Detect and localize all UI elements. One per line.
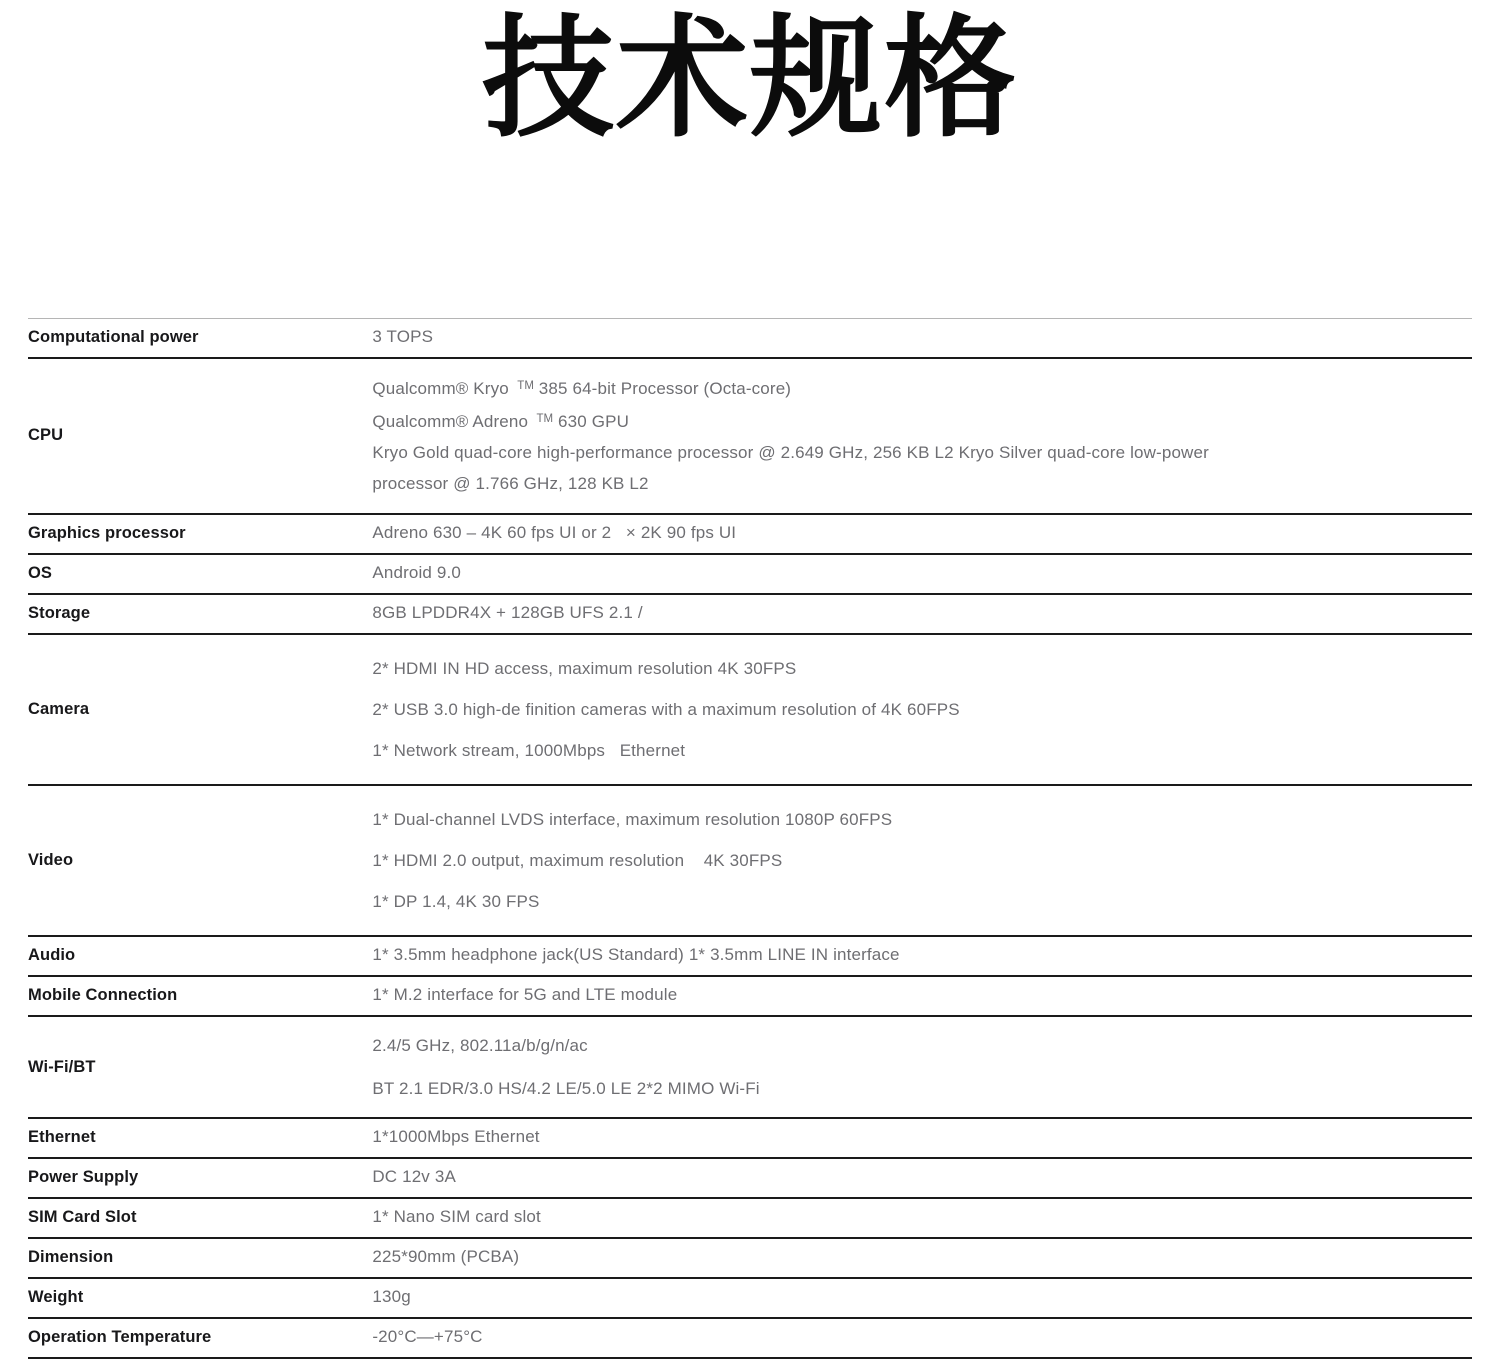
spec-value-lines <box>372 1327 1472 1347</box>
spec-row <box>28 1318 1472 1358</box>
spec-value-lines <box>372 1247 1472 1267</box>
spec-row <box>28 1278 1472 1318</box>
spec-value-line: 130g <box>372 1287 411 1306</box>
spec-value-line: -20°C—+75°C <box>372 1327 483 1346</box>
spec-row <box>28 1118 1472 1158</box>
spec-value-line: Qualcomm® Adreno ™ 630 GPU <box>372 412 629 431</box>
spec-row <box>28 785 1472 936</box>
spec-value-line: 2* USB 3.0 high-de finition cameras with a maximum resolution of 4K 60FPS <box>372 700 960 719</box>
spec-value <box>372 1016 1472 1118</box>
spec-label: Camera <box>28 700 90 718</box>
spec-value-lines <box>372 1207 1472 1227</box>
spec-label: Computational power <box>28 327 199 346</box>
spec-label: Power Supply <box>28 1167 139 1186</box>
spec-value-lines <box>372 523 1472 543</box>
spec-value <box>372 1238 1472 1278</box>
spec-value-line: 225*90mm (PCBA) <box>372 1247 520 1266</box>
spec-row <box>28 1016 1472 1118</box>
spec-value-line: 1* M.2 interface for 5G and LTE module <box>372 985 678 1004</box>
spec-label: Video <box>28 851 74 869</box>
spec-value-line: Qualcomm® Kryo ™ 385 64-bit Processor (Octa-core) <box>372 379 792 398</box>
spec-value-line: 2.4/5 GHz, 802.11a/b/g/n/ac <box>372 1036 588 1055</box>
trademark-mark: TM <box>536 413 554 425</box>
spec-row <box>28 554 1472 594</box>
spec-value <box>372 1118 1472 1158</box>
spec-value <box>372 634 1472 785</box>
spec-value <box>372 936 1472 976</box>
spec-value-line: 3 TOPS <box>372 327 434 346</box>
spec-value <box>372 594 1472 634</box>
spec-label: Weight <box>28 1287 84 1306</box>
spec-value <box>372 1318 1472 1358</box>
spec-value-line: 2* HDMI IN HD access, maximum resolution 4K 30FPS <box>372 659 797 678</box>
spec-value <box>372 1158 1472 1198</box>
spec-table-body <box>28 319 1472 1359</box>
spec-value <box>372 976 1472 1016</box>
page-title: 技术规格 <box>482 2 1018 156</box>
spec-value-lines <box>372 1127 1472 1147</box>
spec-value-line: Adreno 630 – 4K 60 fps UI or 2 × 2K 90 fps UI <box>372 523 737 542</box>
spec-value-line: 1* DP 1.4, 4K 30 FPS <box>372 892 540 911</box>
spec-value-line: 1* HDMI 2.0 output, maximum resolution 4K 30FPS <box>372 851 783 870</box>
spec-value-lines <box>372 327 1472 347</box>
spec-value-lines <box>372 603 1472 623</box>
spec-label: Graphics processor <box>28 523 186 542</box>
spec-value-line: 1* Network stream, 1000Mbps Ethernet <box>372 741 686 760</box>
spec-value-line: Android 9.0 <box>372 563 461 582</box>
spec-value-lines <box>372 945 1472 965</box>
spec-value-line: BT 2.1 EDR/3.0 HS/4.2 LE/5.0 LE 2*2 MIMO Wi-Fi <box>372 1079 760 1098</box>
spec-label: SIM Card Slot <box>28 1207 137 1226</box>
spec-row <box>28 358 1472 514</box>
spec-table-container <box>28 318 1472 1359</box>
spec-row <box>28 1158 1472 1198</box>
spec-label: Operation Temperature <box>28 1327 212 1346</box>
spec-value-lines <box>372 1024 1472 1110</box>
spec-value <box>372 1278 1472 1318</box>
spec-row <box>28 1238 1472 1278</box>
trademark-mark: TM <box>517 380 534 392</box>
spec-value-lines <box>372 648 1472 771</box>
spec-value <box>372 514 1472 554</box>
spec-value-lines <box>372 563 1472 583</box>
spec-label: Audio <box>28 945 76 964</box>
spec-value-line: 1*1000Mbps Ethernet <box>372 1127 540 1146</box>
spec-label: Ethernet <box>28 1127 96 1146</box>
specification-table <box>28 318 1472 1359</box>
spec-row <box>28 514 1472 554</box>
spec-value <box>372 785 1472 936</box>
spec-label: Wi-Fi/BT <box>28 1057 96 1076</box>
spec-value-lines <box>372 985 1472 1005</box>
spec-label: OS <box>28 563 53 582</box>
spec-value-line: 1* Nano SIM card slot <box>372 1207 541 1226</box>
spec-label: Dimension <box>28 1247 114 1266</box>
spec-label: CPU <box>28 425 64 444</box>
spec-value-lines <box>372 1167 1472 1187</box>
spec-row <box>28 976 1472 1016</box>
spec-value-line: 8GB LPDDR4X + 128GB UFS 2.1 / <box>372 603 643 622</box>
spec-row <box>28 319 1472 359</box>
spec-row <box>28 634 1472 785</box>
spec-label: Mobile Connection <box>28 985 178 1004</box>
spec-row <box>28 594 1472 634</box>
spec-value <box>372 1198 1472 1238</box>
spec-row <box>28 1198 1472 1238</box>
spec-value-line: 1* 3.5mm headphone jack(US Standard) 1* 3.5mm LINE IN interface <box>372 945 900 964</box>
spec-value-lines <box>372 799 1472 922</box>
spec-value <box>372 358 1472 514</box>
spec-value-line: DC 12v 3A <box>372 1167 456 1186</box>
spec-value-line: 1* Dual-channel LVDS interface, maximum resolution 1080P 60FPS <box>372 810 893 829</box>
spec-value <box>372 319 1472 359</box>
spec-value-line: processor @ 1.766 GHz, 128 KB L2 <box>372 474 649 493</box>
spec-value-lines <box>372 1287 1472 1307</box>
spec-label: Storage <box>28 603 91 622</box>
spec-row <box>28 936 1472 976</box>
spec-value-line: Kryo Gold quad-core high-performance processor @ 2.649 GHz, 256 KB L2 Kryo Silver quad-core low-power <box>372 443 1209 462</box>
spec-value <box>372 554 1472 594</box>
spec-value-lines <box>372 371 1472 499</box>
